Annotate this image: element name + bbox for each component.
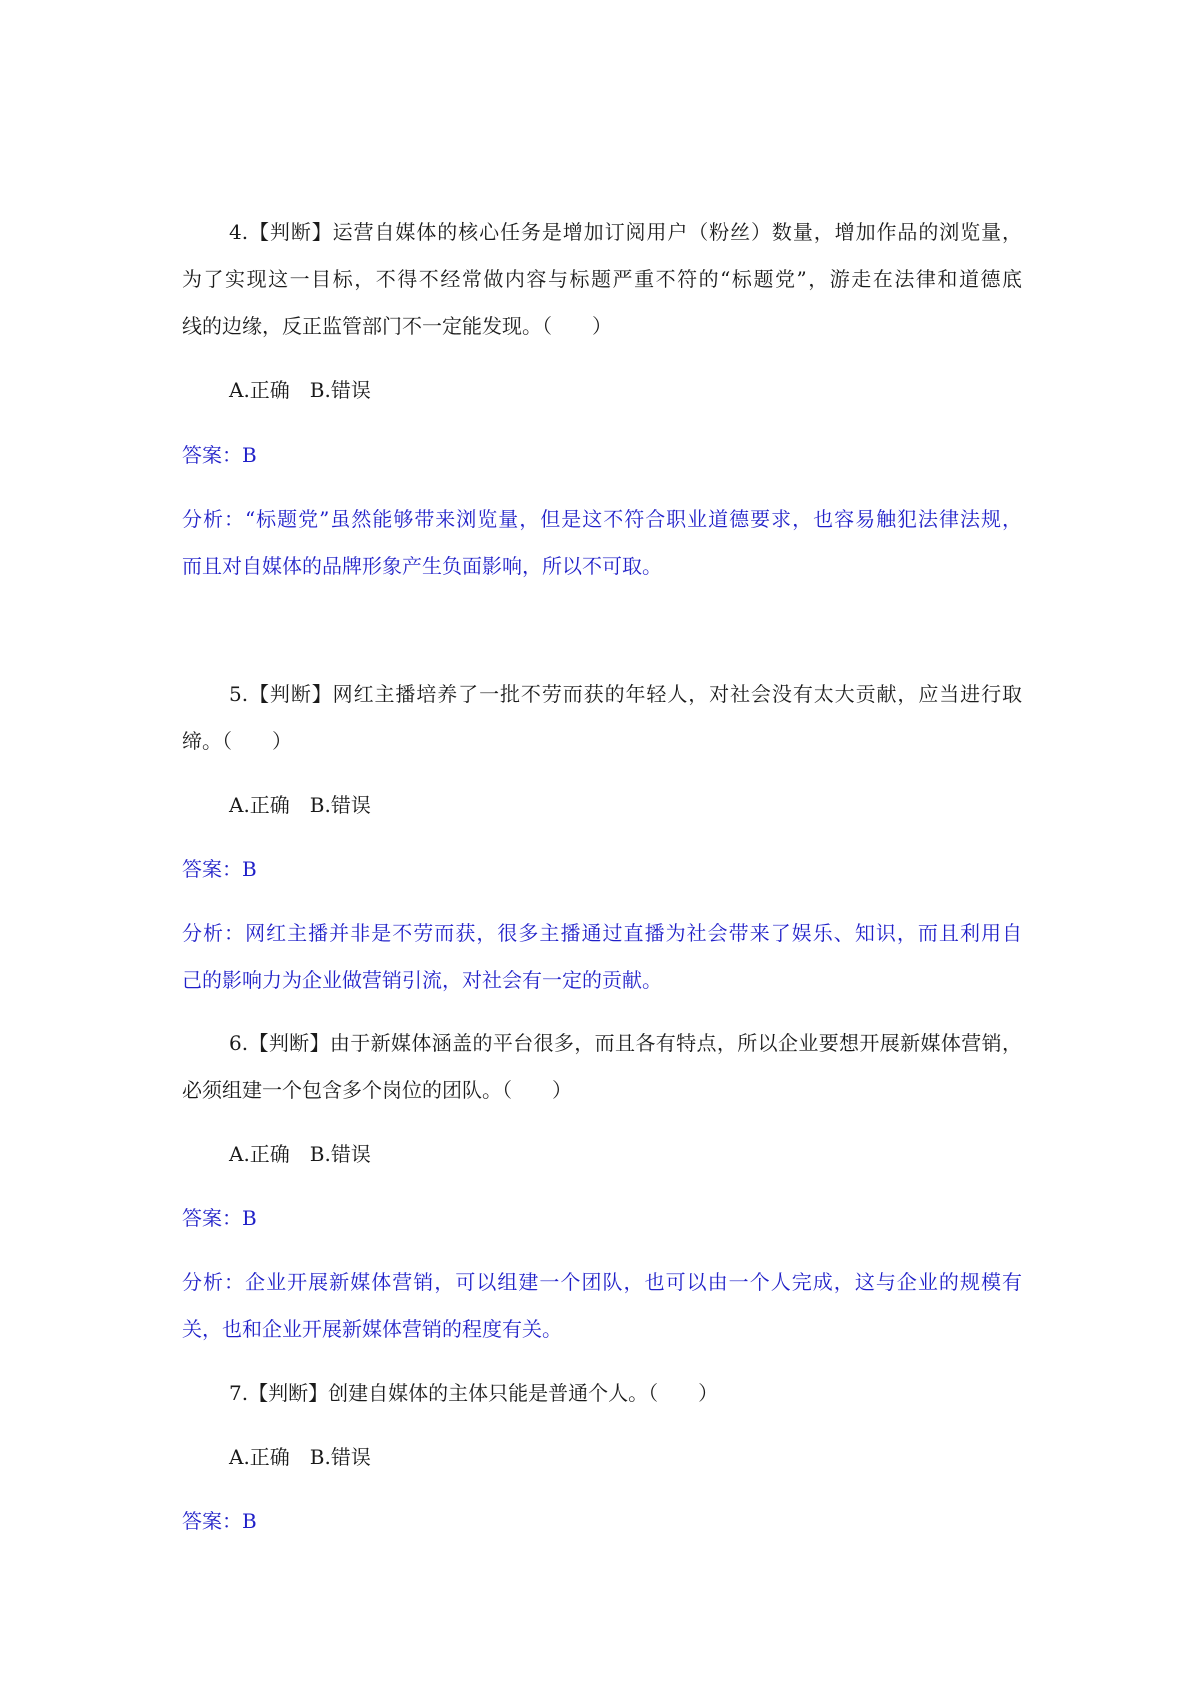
question-stem-line: 5.【判断】网红主播培养了一批不劳而获的年轻人，对社会没有太大贡献，应当进行取 xyxy=(229,682,1022,706)
question-stem-line: 7.【判断】创建自媒体的主体只能是普通个人。（ ） xyxy=(229,1381,719,1405)
answer-key: 答案：B xyxy=(182,443,257,467)
analysis-line: 分析：网红主播并非是不劳而获，很多主播通过直播为社会带来了娱乐、知识，而且利用自 xyxy=(182,921,1022,945)
analysis-line: 而且对自媒体的品牌形象产生负面影响，所以不可取。 xyxy=(182,554,662,578)
question-stem-line: 6.【判断】由于新媒体涵盖的平台很多，而且各有特点，所以企业要想开展新媒体营销， xyxy=(229,1031,1022,1055)
analysis-line: 关，也和企业开展新媒体营销的程度有关。 xyxy=(182,1317,562,1341)
answer-options: A.正确 B.错误 xyxy=(229,378,371,402)
answer-options: A.正确 B.错误 xyxy=(229,1445,371,1469)
analysis-line: 分析：“标题党”虽然能够带来浏览量，但是这不符合职业道德要求，也容易触犯法律法规， xyxy=(182,507,1022,531)
question-stem-line: 缔。（ ） xyxy=(182,729,292,753)
answer-key: 答案：B xyxy=(182,1206,257,1230)
answer-key: 答案：B xyxy=(182,1509,257,1533)
question-stem-line: 必须组建一个包含多个岗位的团队。（ ） xyxy=(182,1078,572,1102)
question-stem-line: 线的边缘，反正监管部门不一定能发现。（ ） xyxy=(182,314,612,338)
answer-key: 答案：B xyxy=(182,857,257,881)
analysis-line: 分析：企业开展新媒体营销，可以组建一个团队，也可以由一个人完成，这与企业的规模有 xyxy=(182,1270,1022,1294)
analysis-line: 己的影响力为企业做营销引流，对社会有一定的贡献。 xyxy=(182,968,662,992)
question-stem-line: 4.【判断】运营自媒体的核心任务是增加订阅用户（粉丝）数量，增加作品的浏览量， xyxy=(229,220,1022,244)
answer-options: A.正确 B.错误 xyxy=(229,1142,371,1166)
question-stem-line: 为了实现这一目标，不得不经常做内容与标题严重不符的“标题党”，游走在法律和道德底 xyxy=(182,267,1022,291)
answer-options: A.正确 B.错误 xyxy=(229,793,371,817)
